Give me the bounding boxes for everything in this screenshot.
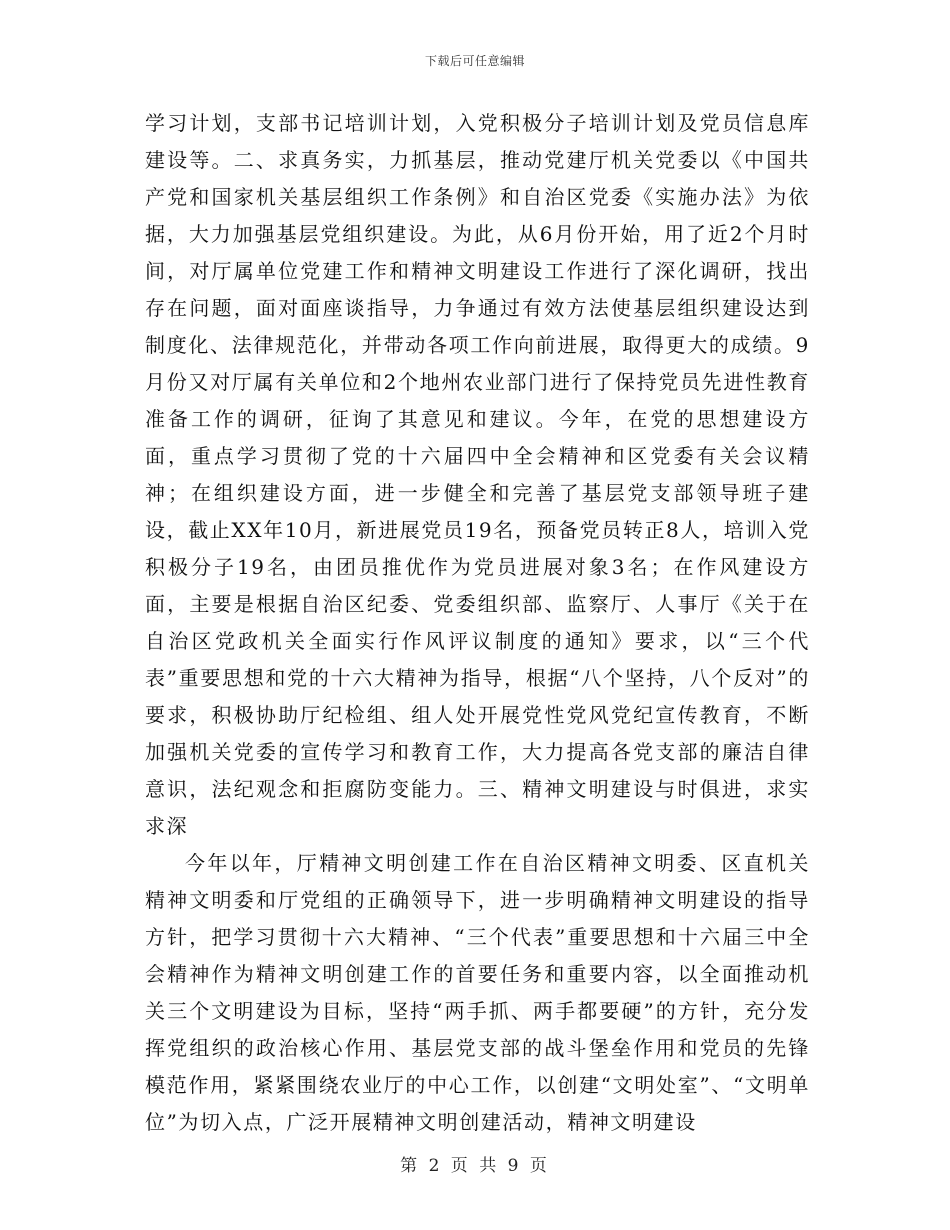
- document-body: [145, 105, 810, 1141]
- page-number: 第 2 页 共 9 页: [400, 1156, 550, 1176]
- paragraph-1: 学习计划，支部书记培训计划，入党积极分子培训计划及党员信息库建设等。二、求真务实，力抓基层，推动党建厅机关党委以《中国共产党和国家机关基层组织工作条例》和自治区党委《实施办法》为依据，大力加强基层党组织建设。为此，从6月份开始，用了近2个月时间，对厅属单位党建工作和精神文明建设工作进行了深化调研，找出存在问题，面对面座谈指导，力争通过有效方法使基层组织建设达到制度化、法律规范化，并带动各项工作向前进展，取得更大的成绩。9月份又对厅属有关单位和2个地州农业部门进行了保持党员先进性教育准备工作的调研，征询了其意见和建议。今年，在党的思想建设方面，重点学习贯彻了党的十六届四中全会精神和区党委有关会议精神；在组织建设方面，进一步健全和完善了基层党支部领导班子建设，截止XX年10月，新进展党员19名，预备党员转正8人，培训入党积极分子19名，由团员推优作为党员进展对象3名；在作风建设方面，主要是根据自治区纪委、党委组织部、监察厅、人事厅《关于在自治区党政机关全面实行作风评议制度的通知》要求，以“三个代表”重要思想和党的十六大精神为指导，根据“八个坚持，八个反对”的要求，积极协助厅纪检组、组人处开展党性党风党纪宣传教育，不断加强机关党委的宣传学习和教育工作，大力提高各党支部的廉洁自律意识，法纪观念和拒腐防变能力。三、精神文明建设与时俱进，求实求深: [145, 111, 810, 838]
- page-header-note: 下载后可任意编辑: [424, 54, 525, 68]
- paragraph-2: 今年以年，厅精神文明创建工作在自治区精神文明委、区直机关精神文明委和厅党组的正确领导下，进一步明确精神文明建设的指导方针，把学习贯彻十六大精神、“三个代表”重要思想和十六届三中全会精神作为精神文明创建工作的首要任务和重要内容，以全面推动机关三个文明建设为目标，坚持“两手抓、两手都要硬”的方针，充分发挥党组织的政治核心作用、基层党支部的战斗堡垒作用和党员的先锋模范作用，紧紧围绕农业厅的中心工作，以创建“文明处室”、“文明单位”为切入点，广泛开展精神文明创建活动，精神文明建设: [145, 851, 810, 1134]
